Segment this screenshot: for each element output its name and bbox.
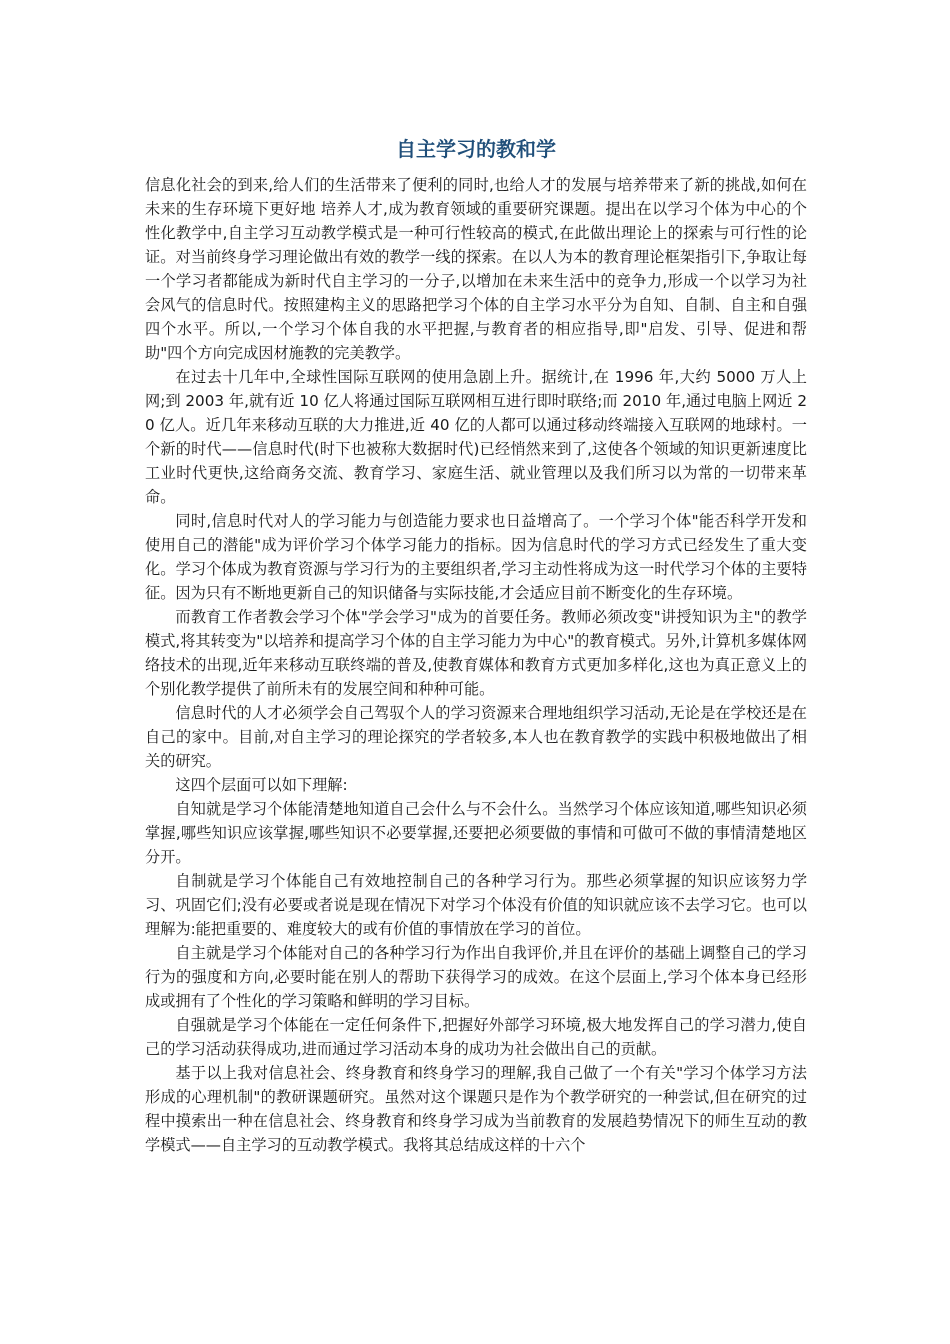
paragraph-internet-growth: 在过去十几年中,全球性国际互联网的使用急剧上升。据统计,在 1996 年,大约 5000 万人上网;到 2003 年,就有近 10 亿人将通过国际互联网相互进行即时联络;而 2010 年,通过电脑上网近 20 亿人。近几年来移动互联的大力推进,近 40 亿的人都可以通过移动终端接入互联网的地球村。一个新的时代——信息时代(时下也被称大数据时代)已经悄然来到了,这使各个领域的知识更新速度比工业时代更快,这给商务交流、教育学习、家庭生活、就业管理以及我们所习以为常的一切带来革命。 bbox=[145, 368, 807, 506]
paragraph-self-control: 自制就是学习个体能自己有效地控制自己的各种学习行为。那些必须掌握的知识应该努力学习、巩固它们;没有必要或者说是现在情况下对学习个体没有价值的知识就应该不去学习它。也可以理解为:能把重要的、难度较大的或有价值的事情放在学习的首位。 bbox=[145, 872, 807, 938]
paragraph-teacher-role: 而教育工作者教会学习个体"学会学习"成为的首要任务。教师必须改变"讲授知识为主"的教学模式,将其转变为"以培养和提高学习个体的自主学习能力为中心"的教育模式。另外,计算机多媒体网络技术的出现,近年来移动互联终端的普及,使教育媒体和教育方式更加多样化,这也为真正意义上的个别化教学提供了前所未有的发展空间和种种可能。 bbox=[145, 608, 807, 698]
paragraph-talent-requirement: 信息时代的人才必须学会自己驾驭个人的学习资源来合理地组织学习活动,无论是在学校还是在自己的家中。目前,对自主学习的理论探究的学者较多,本人也在教育教学的实践中积极地做出了相关的研究。 bbox=[145, 704, 807, 770]
paragraph-intro: 信息化社会的到来,给人们的生活带来了便利的同时,也给人才的发展与培养带来了新的挑战,如何在未来的生存环境下更好地 培养人才,成为教育领域的重要研究课题。提出在以学习个体为中心的个性化教学中,自主学习互动教学模式是一种可行性较高的模式,在此做出理论上的探索与可行性的论证。对当前终身学习理论做出有效的教学一线的探索。在以人为本的教育理论框架指引下,争取让每一个学习者都能成为新时代自主学习的一分子,以增加在未来生活中的竞争力,形成一个以学习为社会风气的信息时代。按照建构主义的思路把学习个体的自主学习水平分为自知、自制、自主和自强四个水平。所以,一个学习个体自我的水平把握,与教育者的相应指导,即"启发、引导、促进和帮助"四个方向完成因材施教的完美教学。 bbox=[145, 176, 807, 362]
document-page bbox=[145, 133, 807, 1157]
paragraph-self-strengthening: 自强就是学习个体能在一定任何条件下,把握好外部学习环境,极大地发挥自己的学习潜力,使自己的学习活动获得成功,进而通过学习活动本身的成功为社会做出自己的贡献。 bbox=[145, 1016, 807, 1058]
paragraph-self-direction: 自主就是学习个体能对自己的各种学习行为作出自我评价,并且在评价的基础上调整自己的学习行为的强度和方向,必要时能在别人的帮助下获得学习的成效。在这个层面上,学习个体本身已经形成或拥有了个性化的学习策略和鲜明的学习目标。 bbox=[145, 944, 807, 1010]
document-title: 自主学习的教和学 bbox=[396, 137, 556, 161]
paragraph-self-knowledge: 自知就是学习个体能清楚地知道自己会什么与不会什么。当然学习个体应该知道,哪些知识必须掌握,哪些知识应该掌握,哪些知识不必要掌握,还要把必须要做的事情和可做可不做的事情清楚地区分开。 bbox=[145, 800, 807, 866]
paragraph-learning-ability: 同时,信息时代对人的学习能力与创造能力要求也日益增高了。一个学习个体"能否科学开发和使用自己的潜能"成为评价学习个体学习能力的指标。因为信息时代的学习方式已经发生了重大变化。学习个体成为教育资源与学习行为的主要组织者,学习主动性将成为这一时代学习个体的主要特征。因为只有不断地更新自己的知识储备与实际技能,才会适应目前不断变化的生存环境。 bbox=[145, 512, 807, 602]
paragraph-research-summary: 基于以上我对信息社会、终身教育和终身学习的理解,我自己做了一个有关"学习个体学习方法形成的心理机制"的教研课题研究。虽然对这个课题只是作为个教学研究的一种尝试,但在研究的过程中摸索出一种在信息社会、终身教育和终身学习成为当前教育的发展趋势情况下的师生互动的教学模式——自主学习的互动教学模式。我将其总结成这样的十六个 bbox=[145, 1064, 807, 1154]
paragraph-four-levels-intro: 这四个层面可以如下理解: bbox=[175, 776, 348, 794]
